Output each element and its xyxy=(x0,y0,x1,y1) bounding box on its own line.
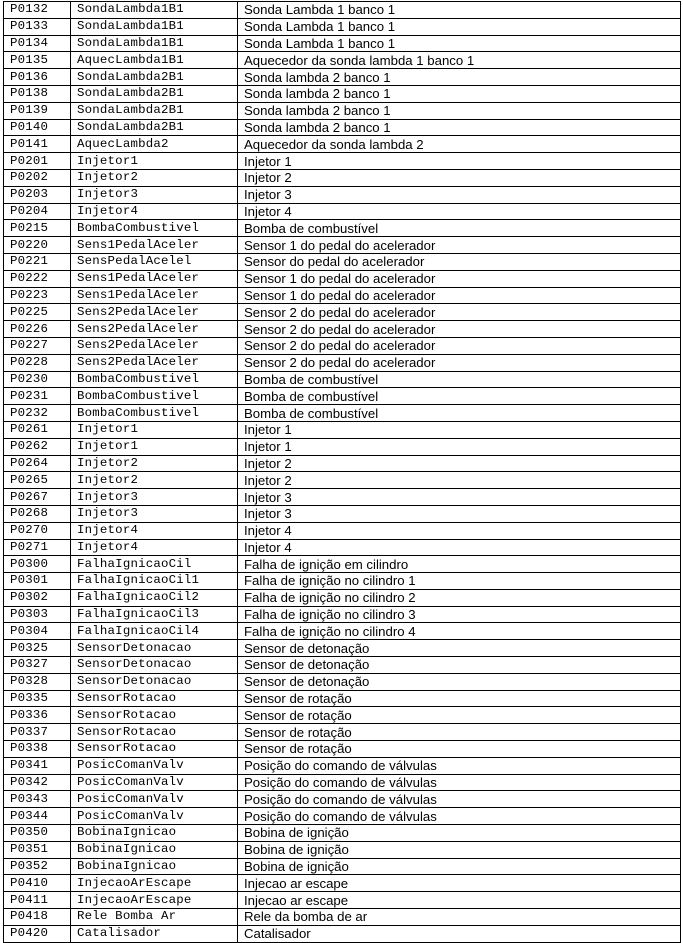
component-name-cell: FalhaIgnicaoCil1 xyxy=(71,573,238,590)
table-row xyxy=(4,119,681,136)
component-name-cell: FalhaIgnicaoCil3 xyxy=(71,606,238,623)
fault-code-cell: P0420 xyxy=(4,925,71,942)
component-name-cell: Injetor1 xyxy=(71,438,238,455)
table-row xyxy=(4,270,681,287)
component-name-cell: Injetor4 xyxy=(71,539,238,556)
component-name-cell: SensPedalAcelel xyxy=(71,253,238,270)
table-row xyxy=(4,455,681,472)
fault-code-cell: P0262 xyxy=(4,438,71,455)
table-row xyxy=(4,321,681,338)
component-name-cell: PosicComanValv xyxy=(71,808,238,825)
description-cell: Posição do comando de válvulas xyxy=(238,774,681,791)
table-row xyxy=(4,69,681,86)
fault-code-cell: P0138 xyxy=(4,85,71,102)
component-name-cell: SondaLambda1B1 xyxy=(71,35,238,52)
table-row xyxy=(4,539,681,556)
component-name-cell: Injetor3 xyxy=(71,505,238,522)
fault-code-cell: P0221 xyxy=(4,253,71,270)
component-name-cell: Injetor3 xyxy=(71,186,238,203)
fault-code-table-body xyxy=(4,2,681,943)
table-row xyxy=(4,690,681,707)
component-name-cell: AquecLambda2 xyxy=(71,136,238,153)
component-name-cell: BombaCombustivel xyxy=(71,388,238,405)
description-cell: Sensor de detonação xyxy=(238,640,681,657)
table-row xyxy=(4,489,681,506)
fault-code-cell: P0271 xyxy=(4,539,71,556)
component-name-cell: SondaLambda1B1 xyxy=(71,2,238,19)
component-name-cell: Sens2PedalAceler xyxy=(71,321,238,338)
description-cell: Rele da bomba de ar xyxy=(238,909,681,926)
fault-code-cell: P0411 xyxy=(4,892,71,909)
table-row xyxy=(4,405,681,422)
description-cell: Sonda Lambda 1 banco 1 xyxy=(238,18,681,35)
component-name-cell: Sens1PedalAceler xyxy=(71,287,238,304)
fault-code-cell: P0227 xyxy=(4,337,71,354)
fault-code-cell: P0140 xyxy=(4,119,71,136)
component-name-cell: Injetor1 xyxy=(71,421,238,438)
description-cell: Sensor de rotação xyxy=(238,741,681,758)
description-cell: Bomba de combustível xyxy=(238,220,681,237)
table-row xyxy=(4,220,681,237)
description-cell: Sonda lambda 2 banco 1 xyxy=(238,85,681,102)
table-row xyxy=(4,522,681,539)
table-row xyxy=(4,892,681,909)
description-cell: Posição do comando de válvulas xyxy=(238,757,681,774)
component-name-cell: FalhaIgnicaoCil4 xyxy=(71,623,238,640)
description-cell: Sensor de rotação xyxy=(238,690,681,707)
fault-code-cell: P0328 xyxy=(4,673,71,690)
fault-code-cell: P0352 xyxy=(4,858,71,875)
component-name-cell: PosicComanValv xyxy=(71,757,238,774)
fault-code-cell: P0230 xyxy=(4,371,71,388)
description-cell: Sensor 2 do pedal do acelerador xyxy=(238,321,681,338)
component-name-cell: InjecaoArEscape xyxy=(71,875,238,892)
table-row xyxy=(4,136,681,153)
fault-code-table xyxy=(3,1,681,943)
component-name-cell: BombaCombustivel xyxy=(71,220,238,237)
description-cell: Bobina de ignição xyxy=(238,858,681,875)
description-cell: Injetor 4 xyxy=(238,203,681,220)
fault-code-cell: P0204 xyxy=(4,203,71,220)
fault-code-cell: P0336 xyxy=(4,707,71,724)
table-row xyxy=(4,673,681,690)
table-row xyxy=(4,203,681,220)
component-name-cell: BobinaIgnicao xyxy=(71,825,238,842)
table-row xyxy=(4,102,681,119)
table-row xyxy=(4,472,681,489)
component-name-cell: AquecLambda1B1 xyxy=(71,52,238,69)
description-cell: Bobina de ignição xyxy=(238,841,681,858)
fault-code-cell: P0133 xyxy=(4,18,71,35)
description-cell: Sensor do pedal do acelerador xyxy=(238,253,681,270)
description-cell: Injecao ar escape xyxy=(238,892,681,909)
table-row xyxy=(4,186,681,203)
table-row xyxy=(4,304,681,321)
description-cell: Falha de ignição no cilindro 1 xyxy=(238,573,681,590)
description-cell: Catalisador xyxy=(238,925,681,942)
fault-code-cell: P0139 xyxy=(4,102,71,119)
fault-code-cell: P0343 xyxy=(4,791,71,808)
description-cell: Posição do comando de válvulas xyxy=(238,808,681,825)
component-name-cell: Sens2PedalAceler xyxy=(71,337,238,354)
component-name-cell: Rele Bomba Ar xyxy=(71,909,238,926)
description-cell: Bobina de ignição xyxy=(238,825,681,842)
table-row xyxy=(4,623,681,640)
table-row xyxy=(4,724,681,741)
component-name-cell: Injetor4 xyxy=(71,522,238,539)
table-row xyxy=(4,556,681,573)
fault-code-cell: P0134 xyxy=(4,35,71,52)
table-row xyxy=(4,606,681,623)
fault-code-cell: P0231 xyxy=(4,388,71,405)
component-name-cell: Injetor2 xyxy=(71,169,238,186)
component-name-cell: FalhaIgnicaoCil xyxy=(71,556,238,573)
table-row xyxy=(4,808,681,825)
component-name-cell: SondaLambda2B1 xyxy=(71,102,238,119)
fault-code-cell: P0202 xyxy=(4,169,71,186)
component-name-cell: SondaLambda2B1 xyxy=(71,119,238,136)
fault-code-cell: P0228 xyxy=(4,354,71,371)
table-row xyxy=(4,791,681,808)
fault-code-cell: P0136 xyxy=(4,69,71,86)
component-name-cell: Injetor2 xyxy=(71,455,238,472)
table-row xyxy=(4,35,681,52)
component-name-cell: BombaCombustivel xyxy=(71,405,238,422)
component-name-cell: SondaLambda2B1 xyxy=(71,69,238,86)
description-cell: Injetor 2 xyxy=(238,455,681,472)
component-name-cell: SondaLambda1B1 xyxy=(71,18,238,35)
table-row xyxy=(4,825,681,842)
description-cell: Sensor de detonação xyxy=(238,657,681,674)
description-cell: Bomba de combustível xyxy=(238,405,681,422)
component-name-cell: BobinaIgnicao xyxy=(71,841,238,858)
table-row xyxy=(4,354,681,371)
table-row xyxy=(4,371,681,388)
component-name-cell: SensorRotacao xyxy=(71,741,238,758)
component-name-cell: SensorRotacao xyxy=(71,707,238,724)
component-name-cell: PosicComanValv xyxy=(71,791,238,808)
fault-code-cell: P0232 xyxy=(4,405,71,422)
fault-code-cell: P0350 xyxy=(4,825,71,842)
description-cell: Aquecedor da sonda lambda 1 banco 1 xyxy=(238,52,681,69)
component-name-cell: Injetor2 xyxy=(71,472,238,489)
description-cell: Sensor 2 do pedal do acelerador xyxy=(238,337,681,354)
table-row xyxy=(4,909,681,926)
component-name-cell: Sens2PedalAceler xyxy=(71,354,238,371)
description-cell: Aquecedor da sonda lambda 2 xyxy=(238,136,681,153)
fault-code-cell: P0418 xyxy=(4,909,71,926)
fault-code-cell: P0141 xyxy=(4,136,71,153)
description-cell: Sensor de rotação xyxy=(238,707,681,724)
table-row xyxy=(4,388,681,405)
description-cell: Sonda Lambda 1 banco 1 xyxy=(238,35,681,52)
fault-code-cell: P0327 xyxy=(4,657,71,674)
table-row xyxy=(4,287,681,304)
description-cell: Injetor 1 xyxy=(238,438,681,455)
description-cell: Bomba de combustível xyxy=(238,388,681,405)
fault-code-cell: P0222 xyxy=(4,270,71,287)
table-row xyxy=(4,774,681,791)
table-row xyxy=(4,707,681,724)
table-row xyxy=(4,640,681,657)
component-name-cell: Sens1PedalAceler xyxy=(71,237,238,254)
component-name-cell: SondaLambda2B1 xyxy=(71,85,238,102)
fault-code-cell: P0304 xyxy=(4,623,71,640)
fault-code-cell: P0135 xyxy=(4,52,71,69)
table-row xyxy=(4,438,681,455)
fault-code-cell: P0300 xyxy=(4,556,71,573)
fault-code-cell: P0301 xyxy=(4,573,71,590)
description-cell: Injetor 4 xyxy=(238,539,681,556)
description-cell: Injetor 3 xyxy=(238,489,681,506)
description-cell: Posição do comando de válvulas xyxy=(238,791,681,808)
fault-code-cell: P0261 xyxy=(4,421,71,438)
table-row xyxy=(4,757,681,774)
fault-code-cell: P0203 xyxy=(4,186,71,203)
description-cell: Falha de ignição no cilindro 4 xyxy=(238,623,681,640)
fault-code-cell: P0335 xyxy=(4,690,71,707)
description-cell: Sonda lambda 2 banco 1 xyxy=(238,69,681,86)
component-name-cell: Catalisador xyxy=(71,925,238,942)
fault-code-cell: P0351 xyxy=(4,841,71,858)
description-cell: Injetor 2 xyxy=(238,472,681,489)
description-cell: Sensor 1 do pedal do acelerador xyxy=(238,287,681,304)
fault-code-cell: P0303 xyxy=(4,606,71,623)
fault-code-cell: P0132 xyxy=(4,2,71,19)
component-name-cell: BobinaIgnicao xyxy=(71,858,238,875)
table-row xyxy=(4,505,681,522)
description-cell: Injetor 3 xyxy=(238,186,681,203)
component-name-cell: Injetor4 xyxy=(71,203,238,220)
description-cell: Sensor 2 do pedal do acelerador xyxy=(238,354,681,371)
description-cell: Sensor de rotação xyxy=(238,724,681,741)
table-row xyxy=(4,18,681,35)
table-row xyxy=(4,237,681,254)
fault-code-cell: P0226 xyxy=(4,321,71,338)
description-cell: Falha de ignição no cilindro 3 xyxy=(238,606,681,623)
description-cell: Sensor 2 do pedal do acelerador xyxy=(238,304,681,321)
component-name-cell: FalhaIgnicaoCil2 xyxy=(71,589,238,606)
description-cell: Injetor 3 xyxy=(238,505,681,522)
fault-code-cell: P0268 xyxy=(4,505,71,522)
fault-code-cell: P0267 xyxy=(4,489,71,506)
description-cell: Injetor 1 xyxy=(238,153,681,170)
description-cell: Bomba de combustível xyxy=(238,371,681,388)
fault-code-cell: P0215 xyxy=(4,220,71,237)
description-cell: Injetor 4 xyxy=(238,522,681,539)
fault-code-cell: P0270 xyxy=(4,522,71,539)
component-name-cell: Injetor1 xyxy=(71,153,238,170)
table-row xyxy=(4,2,681,19)
table-row xyxy=(4,52,681,69)
fault-code-cell: P0342 xyxy=(4,774,71,791)
table-row xyxy=(4,169,681,186)
table-row xyxy=(4,573,681,590)
fault-code-cell: P0410 xyxy=(4,875,71,892)
table-row xyxy=(4,337,681,354)
description-cell: Injecao ar escape xyxy=(238,875,681,892)
component-name-cell: Sens2PedalAceler xyxy=(71,304,238,321)
fault-code-cell: P0264 xyxy=(4,455,71,472)
fault-code-cell: P0220 xyxy=(4,237,71,254)
fault-code-cell: P0265 xyxy=(4,472,71,489)
fault-code-cell: P0344 xyxy=(4,808,71,825)
component-name-cell: Injetor3 xyxy=(71,489,238,506)
fault-code-cell: P0302 xyxy=(4,589,71,606)
description-cell: Sensor de detonação xyxy=(238,673,681,690)
component-name-cell: SensorDetonacao xyxy=(71,673,238,690)
table-row xyxy=(4,925,681,942)
table-row xyxy=(4,153,681,170)
fault-code-cell: P0337 xyxy=(4,724,71,741)
component-name-cell: SensorRotacao xyxy=(71,724,238,741)
table-row xyxy=(4,858,681,875)
description-cell: Falha de ignição no cilindro 2 xyxy=(238,589,681,606)
component-name-cell: SensorDetonacao xyxy=(71,657,238,674)
table-row xyxy=(4,253,681,270)
component-name-cell: Sens1PedalAceler xyxy=(71,270,238,287)
fault-code-cell: P0338 xyxy=(4,741,71,758)
description-cell: Injetor 2 xyxy=(238,169,681,186)
fault-code-cell: P0201 xyxy=(4,153,71,170)
table-row xyxy=(4,741,681,758)
component-name-cell: PosicComanValv xyxy=(71,774,238,791)
description-cell: Sonda lambda 2 banco 1 xyxy=(238,102,681,119)
table-row xyxy=(4,85,681,102)
table-row xyxy=(4,875,681,892)
description-cell: Sonda Lambda 1 banco 1 xyxy=(238,2,681,19)
fault-code-cell: P0341 xyxy=(4,757,71,774)
description-cell: Sonda lambda 2 banco 1 xyxy=(238,119,681,136)
fault-code-cell: P0225 xyxy=(4,304,71,321)
fault-code-cell: P0325 xyxy=(4,640,71,657)
component-name-cell: BombaCombustivel xyxy=(71,371,238,388)
component-name-cell: InjecaoArEscape xyxy=(71,892,238,909)
description-cell: Falha de ignição em cilindro xyxy=(238,556,681,573)
table-row xyxy=(4,589,681,606)
table-row xyxy=(4,841,681,858)
table-row xyxy=(4,657,681,674)
fault-code-cell: P0223 xyxy=(4,287,71,304)
description-cell: Injetor 1 xyxy=(238,421,681,438)
description-cell: Sensor 1 do pedal do acelerador xyxy=(238,270,681,287)
description-cell: Sensor 1 do pedal do acelerador xyxy=(238,237,681,254)
table-row xyxy=(4,421,681,438)
component-name-cell: SensorDetonacao xyxy=(71,640,238,657)
component-name-cell: SensorRotacao xyxy=(71,690,238,707)
